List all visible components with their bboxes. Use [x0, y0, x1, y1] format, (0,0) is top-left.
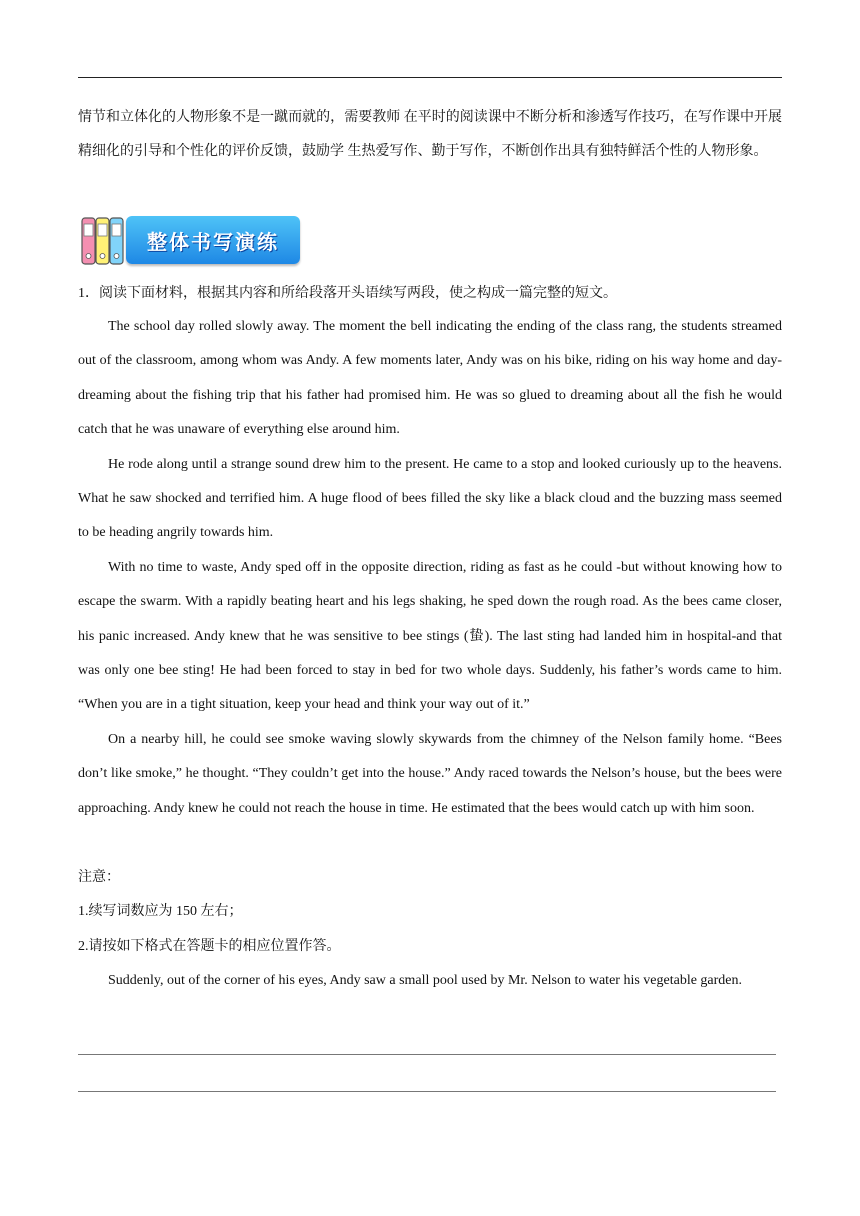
note-item: 1.续写词数应为 150 左右； [78, 904, 243, 920]
passage [78, 310, 782, 826]
intro-paragraph: 情节和立体化的人物形象不是一蹴而就的，需要教师 在平时的阅读课中不断分析和渗透写作技巧，在写作课中开展精细化的引导和个性化的评价反馈，鼓励学 生热爱写作、勤于写作，不断创作出具有独特鲜活个性的人物形象。 [78, 110, 782, 160]
paragraph-starter [78, 964, 782, 998]
answer-line[interactable] [78, 1091, 776, 1092]
passage-paragraph: The school day rolled slowly away. The moment the bell indicating the ending of the class rang, the students streamed out of the classroom, among whom was Andy. A few moments later, Andy was on his bike, riding on his way home and day-dreaming about the fishing trip that his father had promised him. He was so glued to dreaming about all the fish he would catch that he was unaware of everything else around him. [78, 319, 782, 438]
section-banner [126, 216, 300, 264]
note-item: 2.请按如下格式在答题卡的相应位置作答。 [78, 938, 341, 954]
section-badge [80, 214, 302, 268]
passage-paragraph: He rode along until a strange sound drew him to the present. He came to a stop and looked curiously up to the heavens. What he saw shocked and terrified him. A huge flood of bees filled the sky like a black cloud and the buzzing mass seemed to be heading angrily towards him. [78, 456, 782, 541]
notes-heading: 注意： [78, 870, 120, 885]
passage-paragraph: On a nearby hill, he could see smoke waving slowly skywards from the chimney of the Nelson family home. “Bees don’t like smoke,” he thought. “They couldn’t get into the house.” Andy raced towards the Nelson’s house, but the bees were approaching. Andy knew he could not reach the house in time. He estimated that the bees would catch up with him soon. [78, 731, 782, 816]
notes [78, 861, 782, 964]
binders-icon [80, 216, 128, 266]
passage-paragraph: With no time to waste, Andy sped off in the opposite direction, riding as fast as he could -but without knowing how to escape the swarm. With a rapidly beating heart and his legs shaking, he sped down the rough road. As the bees came closer, his panic increased. Andy knew that he was sensitive to bee stings (蛰). The last sting had landed him in hospital-and that was only one bee sting! He had been forced to stay in bed for two whole days. Suddenly, his father’s words came to him. “When you are in a tight situation, keep your head and think your way out of it.” [78, 559, 782, 713]
starter-sentence: Suddenly, out of the corner of his eyes, Andy saw a small pool used by Mr. Nelson to water his vegetable garden. [108, 973, 743, 988]
question-instruction: 1．阅读下面材料，根据其内容和所给段落开头语续写两段，使之构成一篇完整的短文。 [78, 286, 617, 301]
section-title: 整体书写演练 [147, 230, 279, 254]
answer-line[interactable] [78, 1054, 776, 1055]
header-rule [78, 77, 782, 78]
